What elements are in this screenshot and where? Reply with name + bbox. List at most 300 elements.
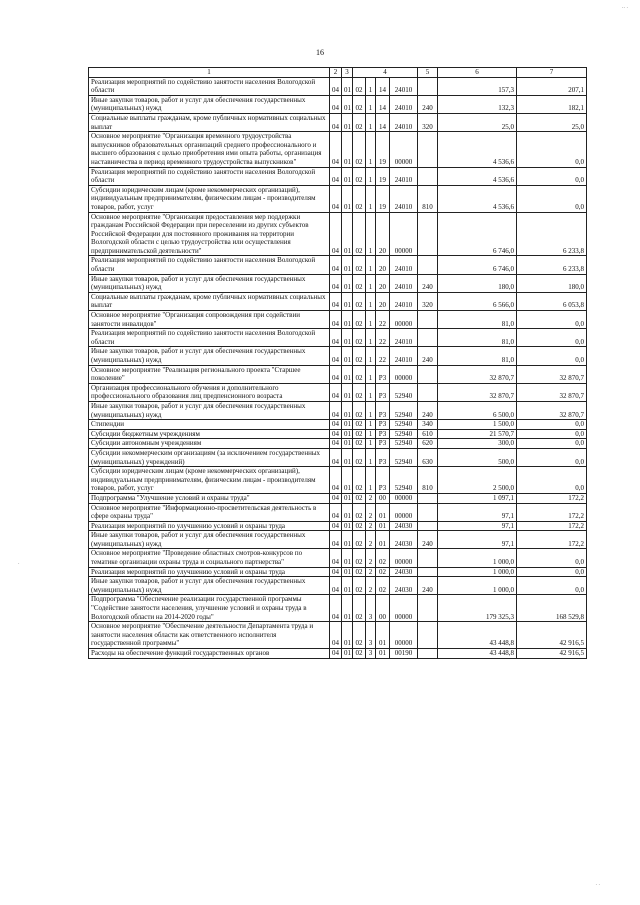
row-subprogram-code: 2 [366, 567, 376, 577]
row-section: 04 [330, 77, 342, 95]
row-expense-type: 240 [418, 577, 438, 595]
row-subprogram-code: 1 [366, 95, 376, 113]
row-event-code: 20 [376, 292, 390, 310]
row-subprogram-code: 3 [366, 595, 376, 622]
row-subprogram-code: 1 [366, 383, 376, 401]
row-expense-type [418, 622, 438, 649]
row-direction-code: 00000 [390, 493, 418, 503]
row-name: Основное мероприятие "Реализация регионального проекта "Старшее поколение" [89, 365, 330, 383]
table-row [89, 365, 587, 383]
row-name: Основное мероприятие "Организация сопровождения при содействии занятости инвалидов" [89, 311, 330, 329]
row-expense-type [418, 549, 438, 567]
row-event-code: 19 [376, 132, 390, 167]
row-subsection: 01 [342, 493, 353, 503]
row-amount-2019: 6 746,0 [438, 256, 517, 274]
row-amount-2019: 43 448,8 [438, 622, 517, 649]
row-amount-2020: 172,2 [517, 531, 587, 549]
row-expense-type: 320 [418, 113, 438, 131]
row-subprogram-code: 1 [366, 113, 376, 131]
row-direction-code: 00000 [390, 311, 418, 329]
row-name: Иные закупки товаров, работ и услуг для обеспечения государственных (муниципальных) нужд [89, 95, 330, 113]
row-subprogram-code: 1 [366, 185, 376, 212]
row-amount-2020: 168 529,8 [517, 595, 587, 622]
row-expense-type [418, 383, 438, 401]
row-expense-type: 240 [418, 274, 438, 292]
row-amount-2020: 42 916,5 [517, 622, 587, 649]
row-expense-type: 630 [418, 448, 438, 466]
row-subsection: 01 [342, 132, 353, 167]
row-amount-2020: 0,0 [517, 420, 587, 430]
row-name: Иные закупки товаров, работ и услуг для обеспечения государственных (муниципальных) нужд [89, 531, 330, 549]
row-program-code: 02 [353, 577, 366, 595]
row-expense-type [418, 365, 438, 383]
row-subsection: 01 [342, 347, 353, 365]
row-direction-code: 24010 [390, 95, 418, 113]
row-direction-code: 24010 [390, 185, 418, 212]
row-amount-2019: 21 570,7 [438, 429, 517, 439]
row-name: Субсидии некоммерческим организациям (за исключением государственных (муниципальных) учреждений) [89, 448, 330, 466]
row-subsection: 01 [342, 292, 353, 310]
budget-table [88, 67, 587, 659]
row-direction-code: 00000 [390, 549, 418, 567]
table-row [89, 439, 587, 449]
row-expense-type [418, 77, 438, 95]
row-amount-2020: 0,0 [517, 567, 587, 577]
table-row [89, 256, 587, 274]
header-col-6: 6 [438, 68, 517, 78]
row-direction-code: 52940 [390, 401, 418, 419]
row-amount-2020: 0,0 [517, 347, 587, 365]
row-section: 04 [330, 95, 342, 113]
header-col-1: 1 [89, 68, 330, 78]
table-row [89, 467, 587, 494]
row-subprogram-code: 2 [366, 521, 376, 531]
row-expense-type [418, 311, 438, 329]
row-amount-2019: 97,1 [438, 503, 517, 521]
header-col-3: 3 [342, 68, 353, 78]
scan-mark-bottom-right: . . [595, 881, 600, 887]
row-program-code: 02 [353, 439, 366, 449]
row-section: 04 [330, 185, 342, 212]
row-expense-type [418, 649, 438, 659]
table-row [89, 521, 587, 531]
table-row [89, 622, 587, 649]
row-section: 04 [330, 365, 342, 383]
row-expense-type [418, 567, 438, 577]
scan-mark-left: . [18, 560, 20, 566]
row-section: 04 [330, 329, 342, 347]
row-name: Иные закупки товаров, работ и услуг для обеспечения государственных (муниципальных) нужд [89, 401, 330, 419]
row-amount-2020: 25,0 [517, 113, 587, 131]
row-subsection: 01 [342, 467, 353, 494]
row-amount-2019: 97,1 [438, 521, 517, 531]
row-amount-2019: 180,0 [438, 274, 517, 292]
row-name: Расходы на обеспечение функций государственных органов [89, 649, 330, 659]
row-subprogram-code: 2 [366, 577, 376, 595]
row-program-code: 02 [353, 311, 366, 329]
row-subsection: 01 [342, 595, 353, 622]
row-name: Социальные выплаты гражданам, кроме публичных нормативных социальных выплат [89, 113, 330, 131]
row-subprogram-code: 2 [366, 493, 376, 503]
row-section: 04 [330, 503, 342, 521]
row-subprogram-code: 1 [366, 401, 376, 419]
row-amount-2019: 132,3 [438, 95, 517, 113]
row-subsection: 01 [342, 549, 353, 567]
row-section: 04 [330, 292, 342, 310]
row-program-code: 02 [353, 365, 366, 383]
row-section: 04 [330, 521, 342, 531]
row-section: 04 [330, 567, 342, 577]
row-amount-2019: 1 000,0 [438, 567, 517, 577]
header-row [89, 68, 587, 78]
row-section: 04 [330, 439, 342, 449]
row-program-code: 02 [353, 113, 366, 131]
row-amount-2020: 6 053,8 [517, 292, 587, 310]
row-amount-2020: 0,0 [517, 329, 587, 347]
row-amount-2019: 6 746,0 [438, 212, 517, 256]
row-direction-code: 00190 [390, 649, 418, 659]
row-event-code: 00 [376, 595, 390, 622]
row-section: 04 [330, 113, 342, 131]
row-subprogram-code: 2 [366, 531, 376, 549]
row-subprogram-code: 1 [366, 439, 376, 449]
row-event-code: 14 [376, 77, 390, 95]
row-subsection: 01 [342, 503, 353, 521]
row-name: Иные закупки товаров, работ и услуг для обеспечения государственных (муниципальных) нужд [89, 347, 330, 365]
row-section: 04 [330, 448, 342, 466]
row-section: 04 [330, 132, 342, 167]
row-amount-2020: 0,0 [517, 167, 587, 185]
row-subprogram-code: 1 [366, 311, 376, 329]
row-section: 04 [330, 311, 342, 329]
row-subsection: 01 [342, 420, 353, 430]
row-program-code: 02 [353, 274, 366, 292]
row-section: 04 [330, 401, 342, 419]
row-subprogram-code: 1 [366, 365, 376, 383]
row-amount-2019: 81,0 [438, 311, 517, 329]
row-program-code: 02 [353, 132, 366, 167]
row-subsection: 01 [342, 649, 353, 659]
row-amount-2020: 32 870,7 [517, 383, 587, 401]
row-program-code: 02 [353, 467, 366, 494]
row-program-code: 02 [353, 383, 366, 401]
row-direction-code: 52940 [390, 383, 418, 401]
row-subprogram-code: 1 [366, 347, 376, 365]
row-event-code: P3 [376, 365, 390, 383]
row-program-code: 02 [353, 531, 366, 549]
row-subprogram-code: 1 [366, 329, 376, 347]
row-expense-type: 810 [418, 185, 438, 212]
header-col-2: 2 [330, 68, 342, 78]
table-row [89, 212, 587, 256]
row-event-code: P3 [376, 439, 390, 449]
row-event-code: 22 [376, 347, 390, 365]
row-name: Подпрограмма "Обеспечение реализации государственной программы "Содействие занятости населения, улучшение условий и охраны труда в Вологодской области на 2014-2020 годы" [89, 595, 330, 622]
table-row [89, 95, 587, 113]
row-amount-2019: 25,0 [438, 113, 517, 131]
row-amount-2019: 1 000,0 [438, 577, 517, 595]
row-expense-type [418, 595, 438, 622]
row-amount-2019: 81,0 [438, 347, 517, 365]
row-event-code: 20 [376, 212, 390, 256]
row-subsection: 01 [342, 567, 353, 577]
row-amount-2019: 4 536,6 [438, 132, 517, 167]
row-event-code: 01 [376, 503, 390, 521]
row-subprogram-code: 1 [366, 167, 376, 185]
row-program-code: 02 [353, 420, 366, 430]
row-expense-type: 620 [418, 439, 438, 449]
row-name: Организация профессионального обучения и дополнительного профессионального образования лиц предпенсионного возраста [89, 383, 330, 401]
table-row [89, 329, 587, 347]
row-direction-code: 24030 [390, 531, 418, 549]
row-amount-2020: 172,2 [517, 493, 587, 503]
page-number: 16 [316, 48, 324, 57]
row-amount-2019: 32 870,7 [438, 365, 517, 383]
row-amount-2019: 4 536,6 [438, 167, 517, 185]
row-name: Субсидии юридическим лицам (кроме некоммерческих организаций), индивидуальным предпринимателям, физическим лицам - производителям товаров, работ, услуг [89, 467, 330, 494]
row-section: 04 [330, 256, 342, 274]
row-section: 04 [330, 429, 342, 439]
row-direction-code: 52940 [390, 420, 418, 430]
row-program-code: 02 [353, 401, 366, 419]
row-expense-type: 240 [418, 95, 438, 113]
table-row [89, 274, 587, 292]
table-row [89, 113, 587, 131]
row-subprogram-code: 1 [366, 132, 376, 167]
row-subprogram-code: 1 [366, 467, 376, 494]
row-amount-2020: 32 870,7 [517, 365, 587, 383]
row-expense-type [418, 329, 438, 347]
table-row [89, 503, 587, 521]
row-subsection: 01 [342, 521, 353, 531]
row-section: 04 [330, 577, 342, 595]
row-amount-2020: 42 916,5 [517, 649, 587, 659]
table-row [89, 185, 587, 212]
row-event-code: 19 [376, 185, 390, 212]
table-row [89, 549, 587, 567]
row-subsection: 01 [342, 77, 353, 95]
row-name: Реализация мероприятий по улучшению условий и охраны труда [89, 567, 330, 577]
row-subprogram-code: 3 [366, 622, 376, 649]
row-amount-2019: 1 000,0 [438, 549, 517, 567]
row-program-code: 02 [353, 622, 366, 649]
table-row [89, 649, 587, 659]
row-expense-type: 240 [418, 347, 438, 365]
row-event-code: P3 [376, 383, 390, 401]
row-amount-2020: 0,0 [517, 185, 587, 212]
row-section: 04 [330, 383, 342, 401]
row-section: 04 [330, 549, 342, 567]
row-subsection: 01 [342, 212, 353, 256]
table-row [89, 401, 587, 419]
row-event-code: 01 [376, 531, 390, 549]
row-program-code: 02 [353, 185, 366, 212]
row-direction-code: 24010 [390, 274, 418, 292]
row-subsection: 01 [342, 185, 353, 212]
row-direction-code: 24010 [390, 329, 418, 347]
row-name: Реализация мероприятий по содействию занятости населения Вологодской области [89, 256, 330, 274]
table-row [89, 167, 587, 185]
row-subsection: 01 [342, 311, 353, 329]
row-subprogram-code: 1 [366, 429, 376, 439]
table-row [89, 311, 587, 329]
row-expense-type: 340 [418, 420, 438, 430]
row-subsection: 01 [342, 167, 353, 185]
row-program-code: 02 [353, 493, 366, 503]
table-row [89, 132, 587, 167]
row-subsection: 01 [342, 95, 353, 113]
row-amount-2020: 182,1 [517, 95, 587, 113]
row-program-code: 02 [353, 329, 366, 347]
row-expense-type: 240 [418, 401, 438, 419]
row-direction-code: 24030 [390, 567, 418, 577]
row-amount-2019: 43 448,8 [438, 649, 517, 659]
row-subprogram-code: 1 [366, 448, 376, 466]
row-name: Социальные выплаты гражданам, кроме публичных нормативных социальных выплат [89, 292, 330, 310]
row-amount-2019: 32 870,7 [438, 383, 517, 401]
row-program-code: 02 [353, 649, 366, 659]
row-direction-code: 24010 [390, 347, 418, 365]
row-direction-code: 24010 [390, 292, 418, 310]
table-row [89, 595, 587, 622]
row-direction-code: 52940 [390, 448, 418, 466]
row-subsection: 01 [342, 439, 353, 449]
row-program-code: 02 [353, 549, 366, 567]
row-expense-type [418, 503, 438, 521]
row-section: 04 [330, 493, 342, 503]
row-program-code: 02 [353, 256, 366, 274]
row-direction-code: 24010 [390, 167, 418, 185]
table-row [89, 383, 587, 401]
row-name: Реализация мероприятий по содействию занятости населения Вологодской области [89, 77, 330, 95]
table-row [89, 448, 587, 466]
row-expense-type [418, 167, 438, 185]
header-col-5: 5 [418, 68, 438, 78]
row-section: 04 [330, 622, 342, 649]
row-expense-type [418, 256, 438, 274]
row-amount-2019: 97,1 [438, 531, 517, 549]
row-event-code: 20 [376, 274, 390, 292]
row-amount-2019: 4 536,6 [438, 185, 517, 212]
row-section: 04 [330, 274, 342, 292]
row-program-code: 02 [353, 448, 366, 466]
row-direction-code: 24030 [390, 577, 418, 595]
row-section: 04 [330, 467, 342, 494]
row-amount-2019: 6 566,0 [438, 292, 517, 310]
row-event-code: 22 [376, 329, 390, 347]
row-subprogram-code: 1 [366, 274, 376, 292]
table-row [89, 531, 587, 549]
row-direction-code: 00000 [390, 595, 418, 622]
row-direction-code: 00000 [390, 622, 418, 649]
row-event-code: 01 [376, 521, 390, 531]
row-program-code: 02 [353, 212, 366, 256]
row-program-code: 02 [353, 503, 366, 521]
row-event-code: P3 [376, 448, 390, 466]
row-program-code: 02 [353, 595, 366, 622]
row-program-code: 02 [353, 521, 366, 531]
row-direction-code: 24010 [390, 256, 418, 274]
row-name: Иные закупки товаров, работ и услуг для обеспечения государственных (муниципальных) нужд [89, 274, 330, 292]
row-event-code: 00 [376, 493, 390, 503]
row-direction-code: 00000 [390, 503, 418, 521]
row-subsection: 01 [342, 383, 353, 401]
row-amount-2020: 0,0 [517, 467, 587, 494]
row-subsection: 01 [342, 113, 353, 131]
header-col-7: 7 [517, 68, 587, 78]
row-subprogram-code: 2 [366, 549, 376, 567]
row-amount-2020: 0,0 [517, 439, 587, 449]
row-name: Субсидии автономным учреждениям [89, 439, 330, 449]
scan-mark-top-right: .. . [622, 4, 628, 10]
row-expense-type [418, 212, 438, 256]
row-program-code: 02 [353, 167, 366, 185]
row-subprogram-code: 1 [366, 212, 376, 256]
row-direction-code: 00000 [390, 365, 418, 383]
header-col-4: 4 [353, 68, 418, 78]
row-event-code: 02 [376, 577, 390, 595]
row-name: Субсидии бюджетным учреждениям [89, 429, 330, 439]
row-section: 04 [330, 649, 342, 659]
row-direction-code: 24010 [390, 113, 418, 131]
row-subsection: 01 [342, 365, 353, 383]
row-section: 04 [330, 595, 342, 622]
row-amount-2019: 1 500,0 [438, 420, 517, 430]
row-amount-2019: 6 500,0 [438, 401, 517, 419]
table-row [89, 577, 587, 595]
row-amount-2020: 207,1 [517, 77, 587, 95]
row-amount-2020: 0,0 [517, 448, 587, 466]
row-event-code: 02 [376, 567, 390, 577]
row-amount-2020: 172,2 [517, 503, 587, 521]
table-row [89, 429, 587, 439]
row-program-code: 02 [353, 77, 366, 95]
row-subprogram-code: 1 [366, 77, 376, 95]
row-name: Основное мероприятие "Организация предоставления мер поддержки гражданам Российской Федерации при переселении из других субъектов Российской Федерации для постоянного проживания на территории Вологодской области с целью трудоустройства или осуществления предпринимательской деятельности" [89, 212, 330, 256]
row-section: 04 [330, 420, 342, 430]
row-amount-2020: 6 233,8 [517, 212, 587, 256]
row-subsection: 01 [342, 274, 353, 292]
row-amount-2020: 0,0 [517, 311, 587, 329]
row-amount-2019: 81,0 [438, 329, 517, 347]
row-program-code: 02 [353, 292, 366, 310]
row-subsection: 01 [342, 329, 353, 347]
row-expense-type: 810 [418, 467, 438, 494]
row-expense-type: 610 [418, 429, 438, 439]
row-event-code: 02 [376, 549, 390, 567]
table-row [89, 420, 587, 430]
table-row [89, 347, 587, 365]
row-event-code: 22 [376, 311, 390, 329]
row-amount-2019: 300,0 [438, 439, 517, 449]
row-subprogram-code: 2 [366, 503, 376, 521]
row-name: Реализация мероприятий по улучшению условий и охраны труда [89, 521, 330, 531]
row-direction-code: 24030 [390, 521, 418, 531]
row-amount-2019: 500,0 [438, 448, 517, 466]
row-expense-type: 240 [418, 531, 438, 549]
row-name: Субсидии юридическим лицам (кроме некоммерческих организаций), индивидуальным предпринимателям, физическим лицам - производителям товаров, работ, услуг [89, 185, 330, 212]
row-amount-2019: 157,3 [438, 77, 517, 95]
row-amount-2020: 180,0 [517, 274, 587, 292]
row-event-code: P3 [376, 401, 390, 419]
row-name: Иные закупки товаров, работ и услуг для обеспечения государственных (муниципальных) нужд [89, 577, 330, 595]
row-name: Стипендии [89, 420, 330, 430]
row-section: 04 [330, 347, 342, 365]
row-name: Основное мероприятие "Информационно-просветительская деятельность в сфере охраны труда" [89, 503, 330, 521]
row-name: Подпрограмма "Улучшение условий и охраны труда" [89, 493, 330, 503]
row-program-code: 02 [353, 429, 366, 439]
row-program-code: 02 [353, 567, 366, 577]
